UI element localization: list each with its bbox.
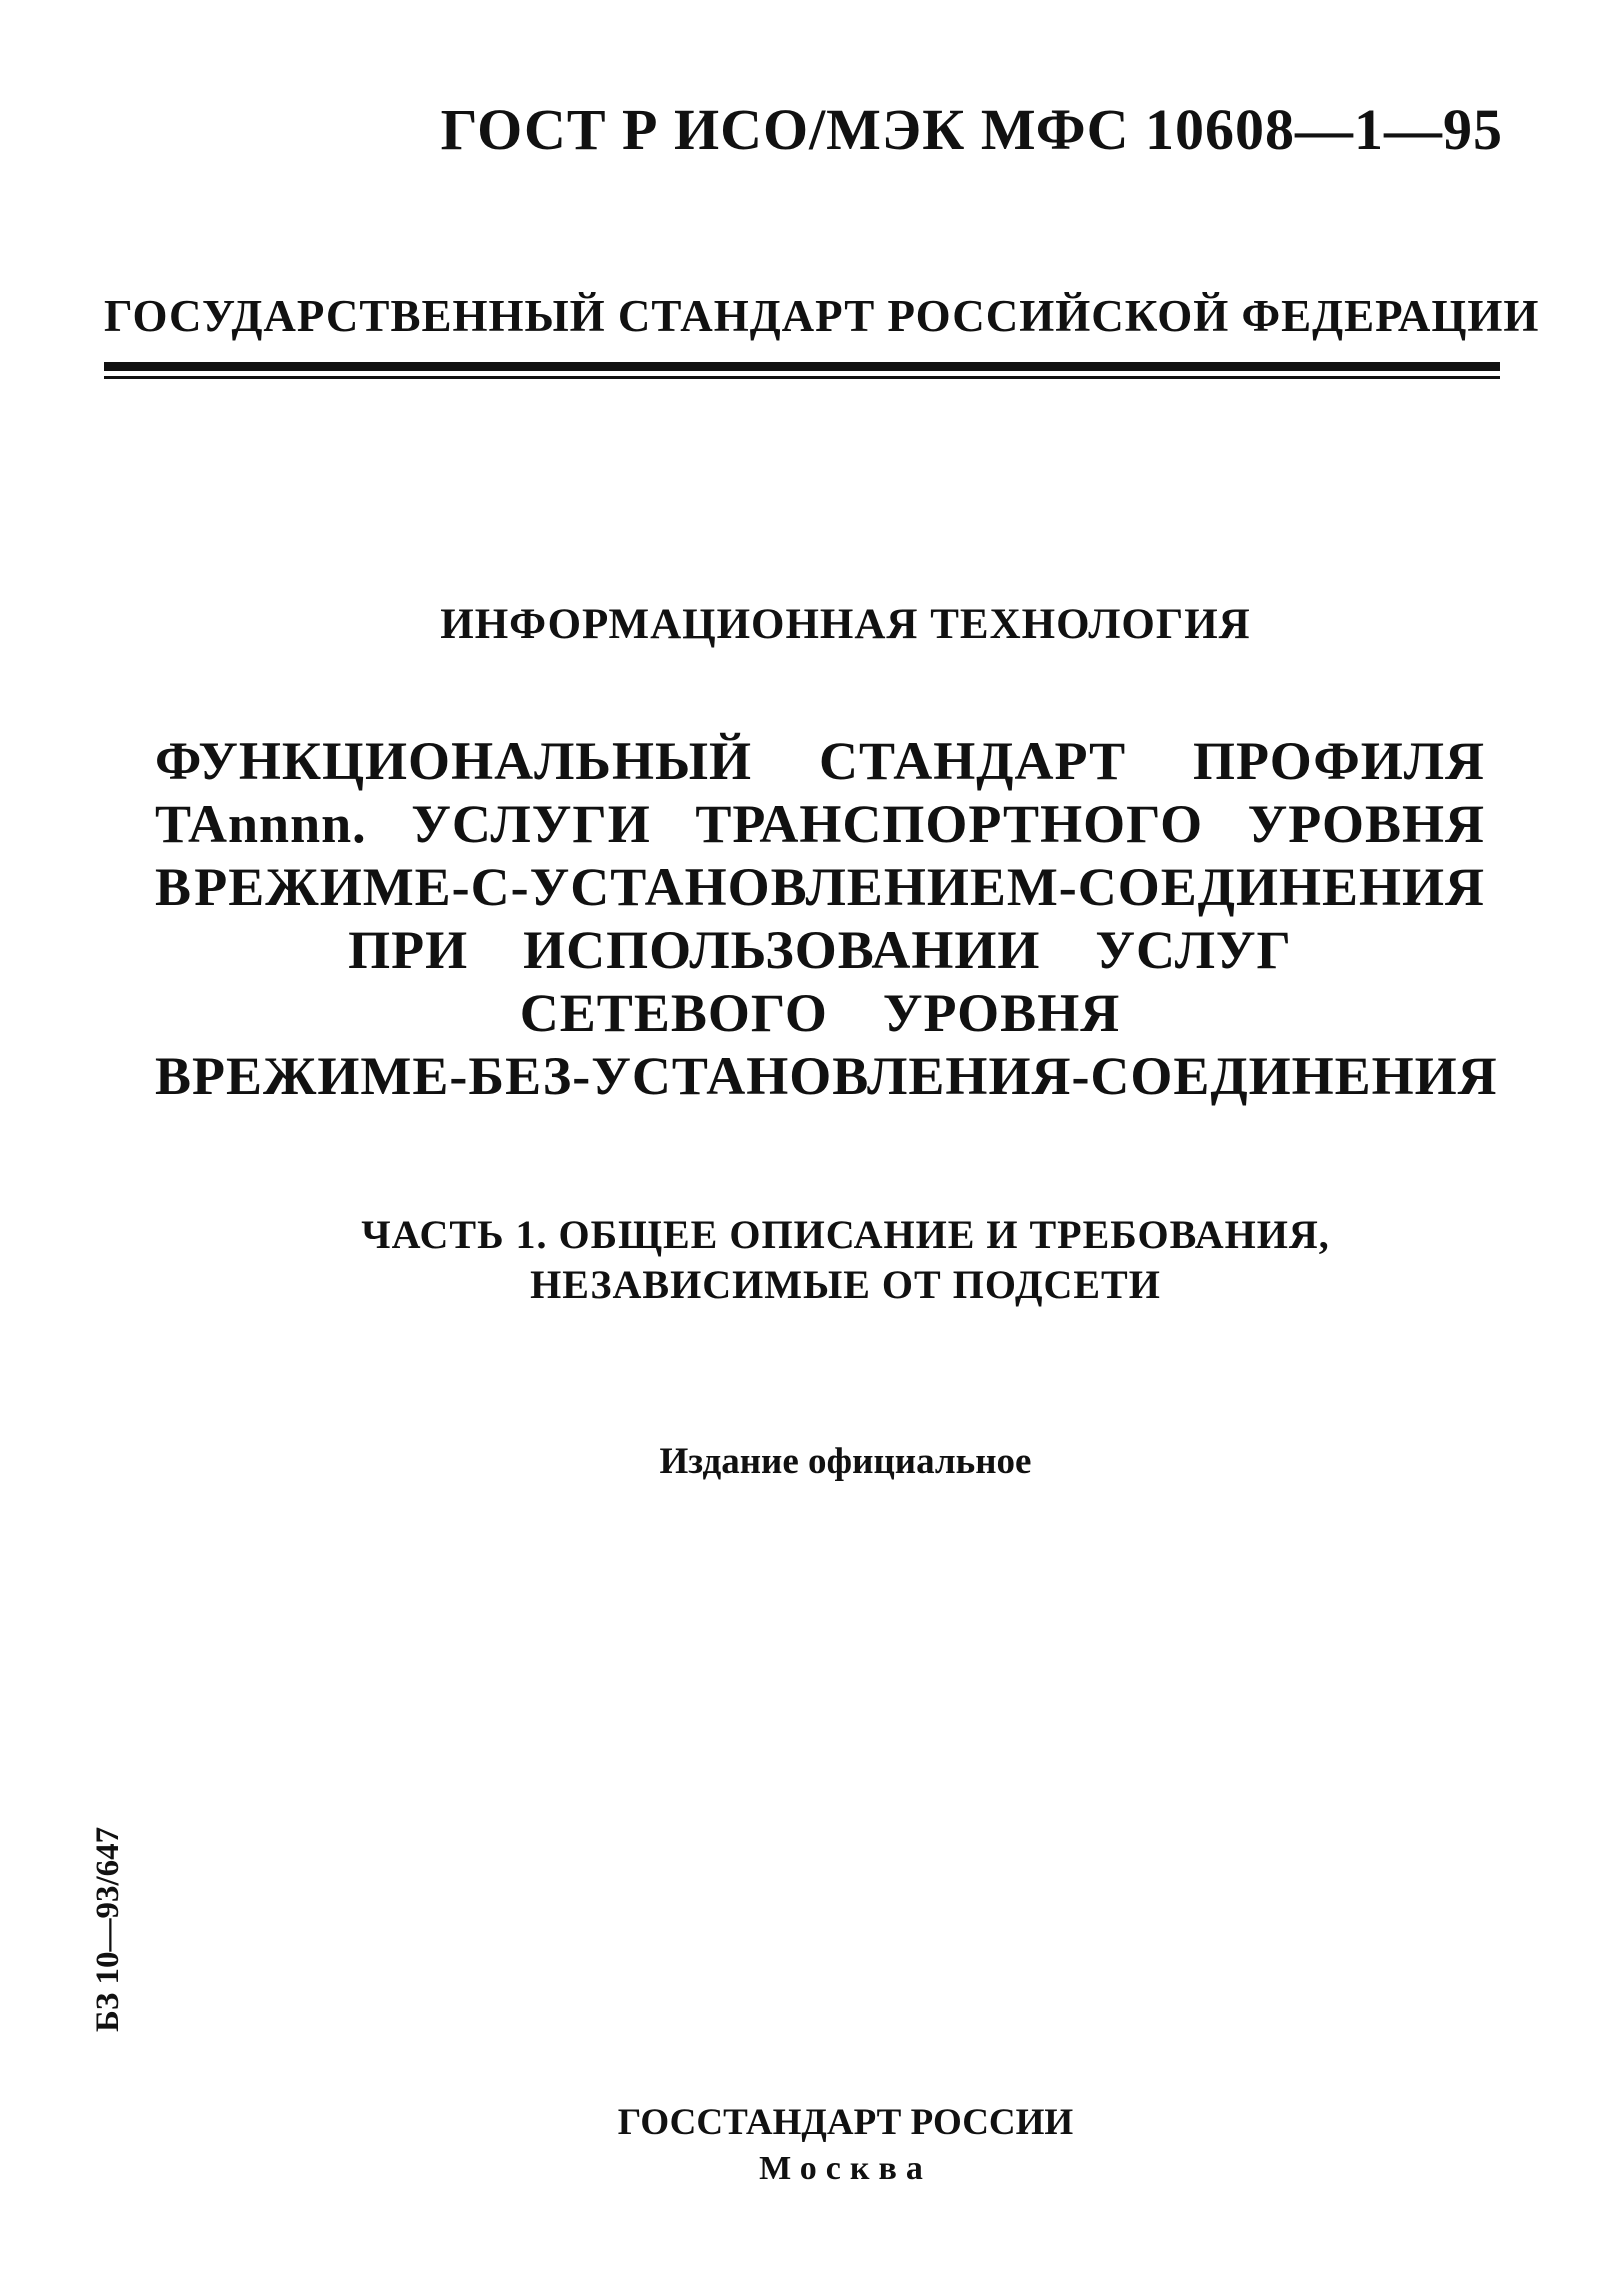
title-word: ПРОФИЛЯ [1193, 731, 1485, 791]
title-word: УСЛУГ [1095, 920, 1292, 980]
standard-title [155, 730, 1498, 1108]
title-word: ФУНКЦИОНАЛЬНЫЙ [155, 731, 753, 791]
document-number: ГОСТ Р ИСО/МЭК МФС 10608—1—95 [440, 97, 1503, 162]
part-heading [0, 1210, 1611, 1310]
part-line: ЧАСТЬ 1. ОБЩЕЕ ОПИСАНИЕ И ТРЕБОВАНИЯ, [361, 1212, 1330, 1257]
publisher-city: Москва [759, 2150, 932, 2187]
subject-heading: ИНФОРМАЦИОННАЯ ТЕХНОЛОГИЯ [440, 601, 1251, 648]
side-registration-code: БЗ 10—93/647 [90, 1826, 126, 2032]
title-word: УРОВНЯ [1247, 794, 1485, 854]
title-word: ТРАНСПОРТНОГО [695, 794, 1204, 854]
title-word: ИСПОЛЬЗОВАНИИ [523, 920, 1041, 980]
title-line [155, 730, 1485, 793]
edition-label: Издание официальное [659, 1441, 1032, 1482]
publisher-name: ГОССТАНДАРТ РОССИИ [617, 2102, 1074, 2143]
title-line [155, 856, 1485, 919]
title-word: РЕЖИМЕ-БЕЗ-УСТАНОВЛЕНИЯ-СОЕДИНЕНИЯ [192, 1046, 1498, 1106]
publisher-block [0, 2100, 1611, 2192]
title-line [155, 793, 1485, 856]
header-rule-thick [104, 362, 1500, 371]
title-line [155, 1045, 1498, 1108]
title-line [155, 982, 1485, 1045]
title-word: СТАНДАРТ [818, 731, 1127, 791]
title-word: В [155, 857, 193, 917]
title-word: УСЛУГИ [411, 794, 651, 854]
title-word: УРОВНЯ [882, 983, 1121, 1043]
part-line: НЕЗАВИСИМЫЕ ОТ ПОДСЕТИ [530, 1262, 1161, 1307]
title-line [155, 919, 1485, 982]
state-standard-heading: ГОСУДАРСТВЕННЫЙ СТАНДАРТ РОССИЙСКОЙ ФЕДЕРАЦИИ [104, 291, 1540, 341]
title-word: РЕЖИМЕ-С-УСТАНОВЛЕНИЕМ-СОЕДИНЕНИЯ [194, 857, 1485, 917]
title-word: TAnnnn. [155, 794, 367, 854]
header-rule-thin [104, 376, 1500, 379]
title-word: В [155, 1046, 193, 1106]
title-word: СЕТЕВОГО [519, 983, 828, 1043]
title-word: ПРИ [348, 920, 469, 980]
